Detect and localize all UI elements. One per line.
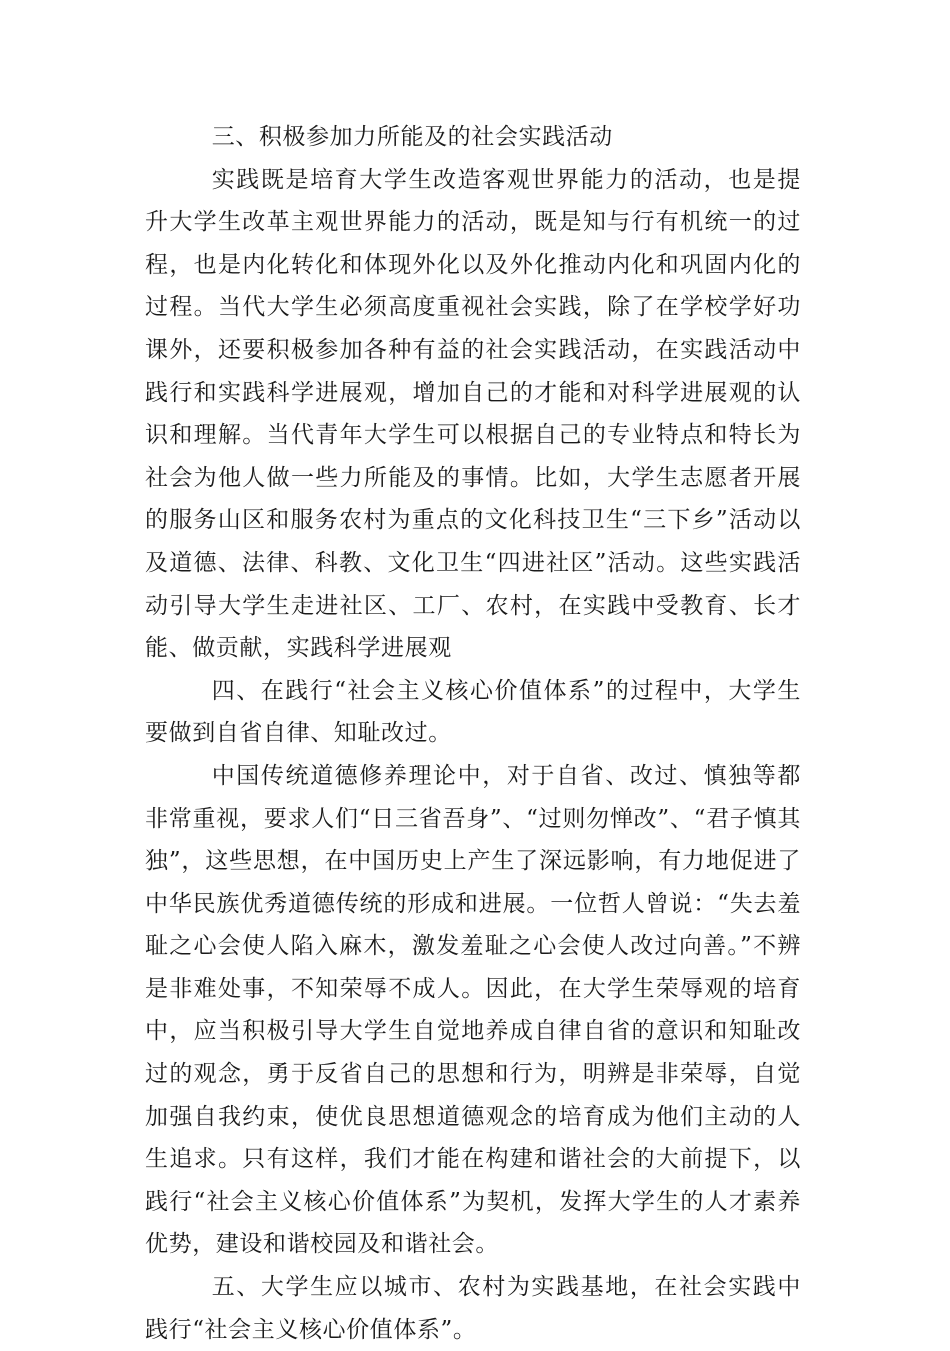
paragraph-self-reflection: 中国传统道德修养理论中，对于自省、改过、慎独等都非常重视，要求人们“日三省吾身”、“过则勿惮改”、“君子慎其独”，这些思想，在中国历史上产生了深远影响，有力地促进了中华民族优秀道德传统的形成和进展。一位哲人曾说：“失去羞耻之心会使人陷入麻木，激发羞耻之心会使人改过向善。”不辨是非难处事，不知荣辱不成人。因此，在大学生荣辱观的培育中，应当积极引导大学生自觉地养成自律自省的意识和知耻改过的观念，勇于反省自己的思想和行为，明辨是非荣辱，自觉加强自我约束，使优良思想道德观念的培育成为他们主动的人生追求。只有这样，我们才能在构建和谐社会的大前提下，以践行“社会主义核心价值体系”为契机，发挥大学生的人才素养优势，建设和谐校园及和谐社会。 [145,762,801,1258]
section-heading-three: 三、积极参加力所能及的社会实践活动 [211,124,613,150]
document-page [145,116,801,1351]
paragraph-practice: 实践既是培育大学生改造客观世界能力的活动，也是提升大学生改革主观世界能力的活动，既是知与行有机统一的过程，也是内化转化和体现外化以及外化推动内化和巩固内化的过程。当代大学生必须高度重视社会实践，除了在学校学好功课外，还要积极参加各种有益的社会实践活动，在实践活动中践行和实践科学进展观，增加自己的才能和对科学进展观的认识和理解。当代青年大学生可以根据自己的专业特点和特长为社会为他人做一些力所能及的事情。比如，大学生志愿者开展的服务山区和服务农村为重点的文化科技卫生“三下乡”活动以及道德、法律、科教、文化卫生“四进社区”活动。这些实践活动引导大学生走进社区、工厂、农村，在实践中受教育、长才能、做贡献，实践科学进展观 [145,166,801,662]
section-heading-five: 五、大学生应以城市、农村为实践基地，在社会实践中践行“社会主义核心价值体系”。 [145,1274,801,1343]
section-heading-four: 四、在践行“社会主义核心价值体系”的过程中，大学生要做到自省自律、知耻改过。 [145,677,801,747]
